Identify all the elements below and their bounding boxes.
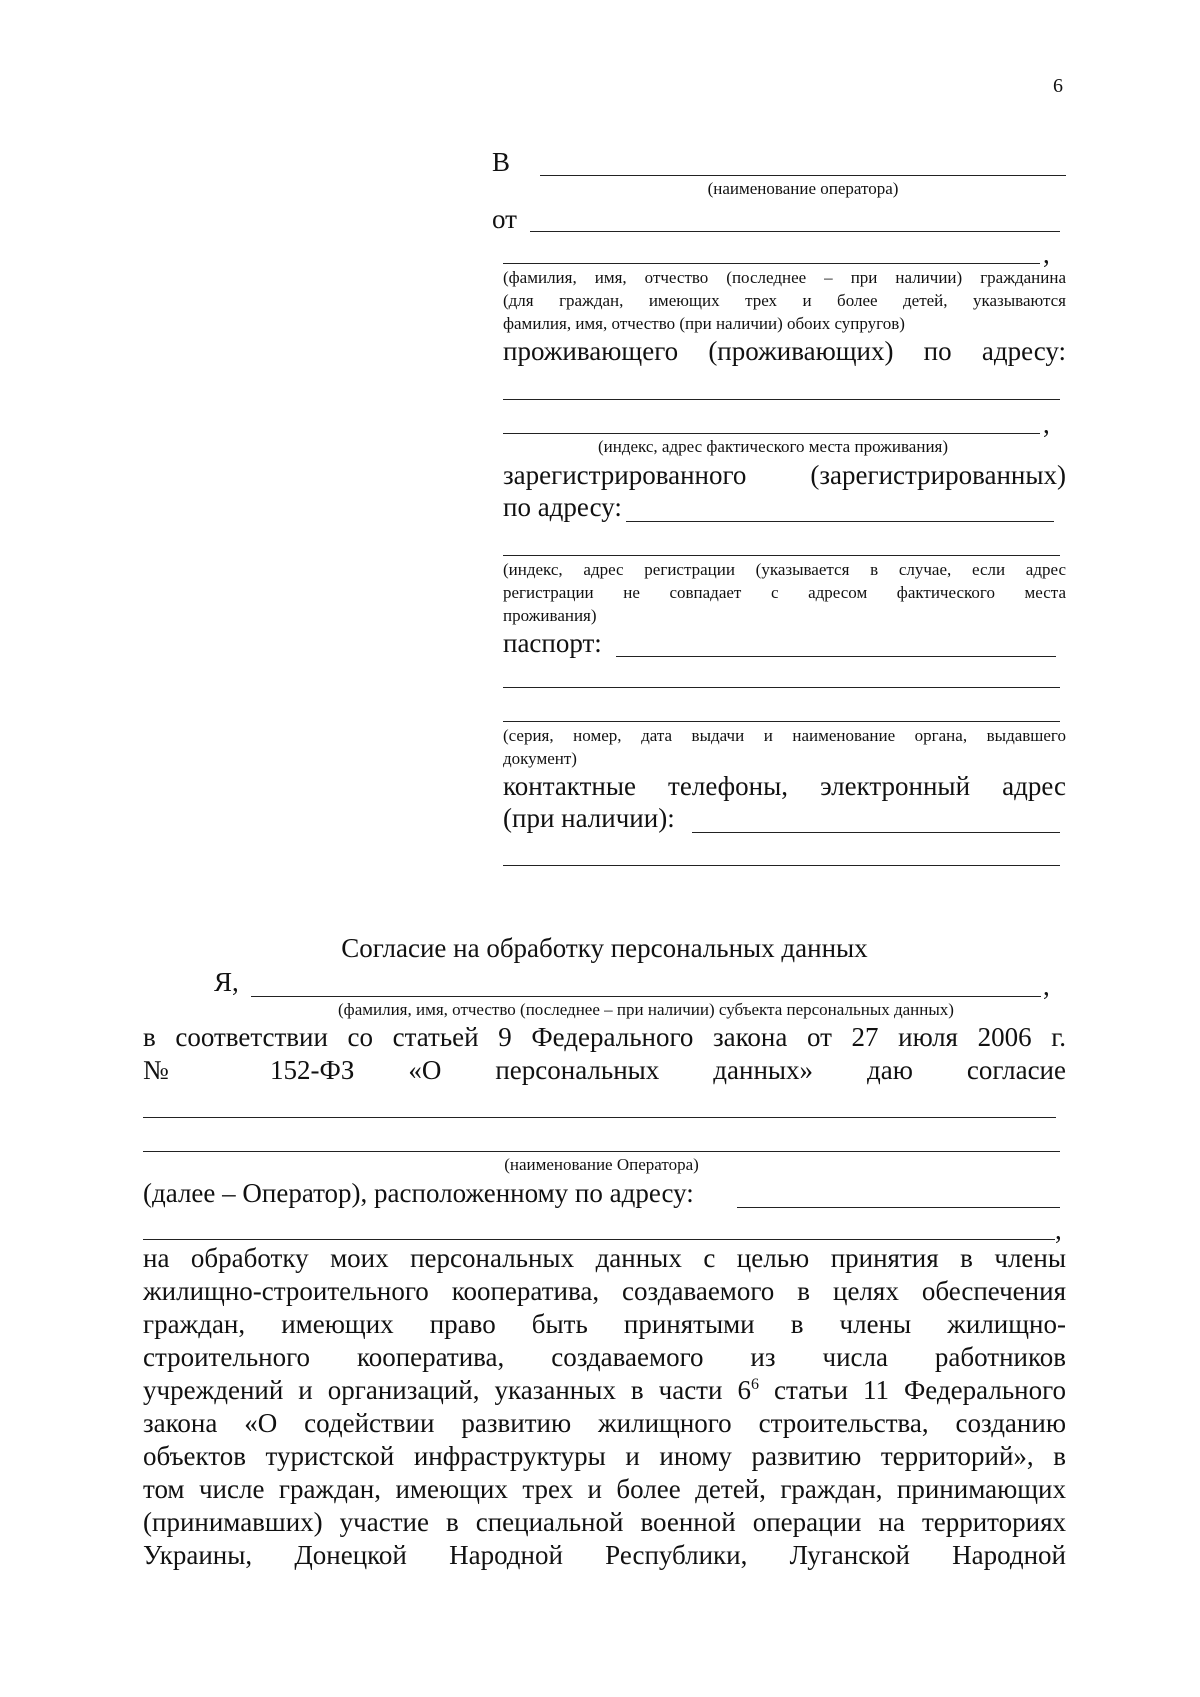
registered-label-line-2: по адресу: <box>503 492 622 522</box>
body-line: жилищно-строительного кооператива, создаваемого в целях обеспечения <box>143 1276 1066 1306</box>
contacts-line-1[interactable] <box>692 832 1060 833</box>
comma: , <box>1055 1215 1062 1245</box>
registration-caption-line-2: регистрации не совпадает с адресом фактического места <box>503 583 1066 602</box>
passport-caption-line-1: (серия, номер, дата выдачи и наименование органа, выдавшего <box>503 726 1066 745</box>
body-line: строительного кооператива, создаваемого из числа работников <box>143 1342 1066 1372</box>
passport-line-3[interactable] <box>503 721 1060 722</box>
residence-label: проживающего (проживающих) по адресу: <box>503 336 1066 366</box>
law-line-2: № 152-ФЗ «О персональных данных» даю согласие <box>143 1055 1066 1085</box>
contacts-label-line-1: контактные телефоны, электронный адрес <box>503 771 1066 801</box>
fio-caption-line-3: фамилия, имя, отчество (при наличии) обоих супругов) <box>503 314 905 333</box>
registered-label-line-1: зарегистрированного (зарегистрированных) <box>503 460 1066 490</box>
passport-line-2[interactable] <box>503 687 1060 688</box>
page-number: 6 <box>1053 75 1063 97</box>
body-line: (принимавших) участие в специальной военной операции на территориях <box>143 1507 1066 1537</box>
from-prefix: от <box>492 204 517 234</box>
i-prefix: Я, <box>214 967 239 997</box>
operator-address-line-2[interactable] <box>143 1239 1055 1240</box>
operator-caption: (наименование оператора) <box>707 179 899 198</box>
contacts-line-2[interactable] <box>503 865 1060 866</box>
registration-caption-line-1: (индекс, адрес регистрации (указывается в случае, если адрес <box>503 560 1066 579</box>
operator-name-line-1[interactable] <box>143 1117 1056 1118</box>
residence-line-1[interactable] <box>503 399 1060 400</box>
passport-caption-line-2: документ) <box>503 749 577 768</box>
body-line: Украины, Донецкой Народной Республики, Луганской Народной <box>143 1540 1066 1570</box>
consent-body <box>143 1242 1066 1572</box>
comma: , <box>1043 971 1050 1001</box>
comma: , <box>1043 409 1050 439</box>
operator-address-line-1[interactable] <box>737 1207 1060 1208</box>
body-line-part-6-6 <box>143 1374 1066 1407</box>
contacts-label-line-2: (при наличии): <box>503 803 675 833</box>
comma: , <box>1043 239 1050 269</box>
body-line: на обработку моих персональных данных с целью принятия в члены <box>143 1243 1066 1273</box>
superscript-6: 6 <box>750 1376 759 1393</box>
body-line: объектов туристской инфраструктуры и иному развитию территорий», в <box>143 1441 1066 1471</box>
fio-caption-line-1: (фамилия, имя, отчество (последнее – при наличии) гражданина <box>503 268 1066 287</box>
subject-name-line[interactable] <box>251 996 1041 997</box>
operator-name-line-2[interactable] <box>143 1151 1060 1152</box>
law-line-1: в соответствии со статьей 9 Федерального закона от 27 июля 2006 г. <box>143 1022 1066 1052</box>
registration-line-1[interactable] <box>626 521 1054 522</box>
body-line: закона «О содействии развитию жилищного строительства, созданию <box>143 1408 1066 1438</box>
passport-caption <box>503 724 1066 770</box>
consent-title: Согласие на обработку персональных данных <box>341 933 868 963</box>
body-line-part-a: учреждений и организаций, указанных в части 6 <box>143 1375 751 1405</box>
passport-label: паспорт: <box>503 628 602 658</box>
applicant-name-line-1[interactable] <box>530 231 1060 232</box>
registration-caption-line-3: проживания) <box>503 606 597 625</box>
operator-name-caption: (наименование Оператора) <box>504 1155 699 1174</box>
body-line: том числе граждан, имеющих трех и более детей, граждан, принимающих <box>143 1474 1066 1504</box>
body-line-part-b: статьи 11 Федерального <box>758 1375 1066 1405</box>
subject-caption: (фамилия, имя, отчество (последнее – при наличии) субъекта персональных данных) <box>338 1000 954 1019</box>
to-prefix: В <box>492 147 511 177</box>
passport-line-1[interactable] <box>616 656 1056 657</box>
residence-caption: (индекс, адрес фактического места проживания) <box>598 437 949 456</box>
registration-line-2[interactable] <box>503 555 1060 556</box>
registration-caption <box>503 558 1066 627</box>
fio-caption <box>503 266 1066 335</box>
fio-caption-line-2: (для граждан, имеющих трех и более детей, указываются <box>503 291 1066 310</box>
body-line: граждан, имеющих право быть принятыми в члены жилищно- <box>143 1309 1066 1339</box>
applicant-name-line-2[interactable] <box>503 263 1040 264</box>
address-label: (далее – Оператор), расположенному по адресу: <box>143 1178 694 1208</box>
operator-name-line[interactable] <box>540 175 1066 176</box>
residence-line-2[interactable] <box>503 433 1040 434</box>
